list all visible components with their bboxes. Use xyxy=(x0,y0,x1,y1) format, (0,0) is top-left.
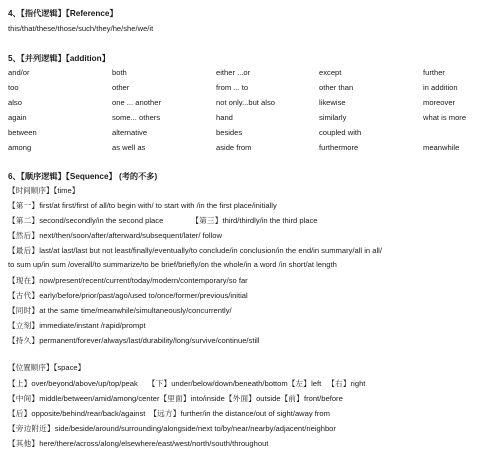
space-tag: 【旁边附近】 xyxy=(8,424,55,433)
table-cell: hand xyxy=(216,113,233,122)
time-row-continued xyxy=(8,260,337,269)
time-tag: 【最后】 xyxy=(8,246,40,255)
space-subheading: 【位置顺序】【space】 xyxy=(8,363,86,372)
table-cell: alternative xyxy=(112,128,148,137)
time-tag: 【现在】 xyxy=(8,276,40,285)
time-tag: 【古代】 xyxy=(8,291,40,300)
table-cell: meanwhile xyxy=(423,143,460,152)
space-words: over/beyond/above/up/top/peak xyxy=(31,379,138,388)
table-cell: between xyxy=(8,128,37,137)
table-cell: as well as xyxy=(112,143,146,152)
time-words: now/present/recent/current/today/modern/contemporary/so far xyxy=(39,276,248,285)
time-row xyxy=(8,230,222,241)
time-words: third/thirdly/in the third place xyxy=(222,216,318,225)
table-cell: some... others xyxy=(112,113,161,122)
space-row xyxy=(8,423,336,434)
time-words: at the same time/meanwhile/simultaneously/concurrently/ xyxy=(39,306,232,315)
table-cell: both xyxy=(112,68,127,77)
section-4-heading: 4、【指代逻辑】【Reference】 xyxy=(8,9,118,18)
time-tag: 【第一】 xyxy=(8,201,40,210)
time-words: immediate/instant /rapid/prompt xyxy=(39,321,146,330)
time-row xyxy=(8,200,277,211)
table-row xyxy=(8,83,494,95)
space-tag: 【其他】 xyxy=(8,439,40,448)
section-4-words: this/that/these/those/such/they/he/she/we/it xyxy=(8,24,154,33)
time-words: early/before/prior/past/ago/used to/once/former/previous/initial xyxy=(39,291,248,300)
space-tag: 【远方】 xyxy=(149,409,181,418)
space-row xyxy=(8,408,330,419)
time-words: first/at first/first of all/to begin with/ to start with /in the first place/initially xyxy=(39,201,277,210)
space-words: middle/between/amid/among/center xyxy=(39,394,160,403)
space-tag: 【左】 xyxy=(287,379,312,388)
space-tag: 【下】 xyxy=(147,379,172,388)
time-tag: 【第二】 xyxy=(8,216,40,225)
space-tag: 【里面】 xyxy=(159,394,191,403)
space-tag: 【上】 xyxy=(8,379,32,388)
space-words: opposite/behind/rear/back/against xyxy=(31,409,146,418)
table-cell: except xyxy=(319,68,342,77)
space-row xyxy=(8,378,365,389)
table-cell: either ...or xyxy=(216,68,251,77)
table-row xyxy=(8,68,494,80)
table-cell: what is more xyxy=(423,113,467,122)
space-tag: 【后】 xyxy=(8,409,32,418)
space-words: further/in the distance/out of sight/away from xyxy=(180,409,330,418)
table-cell: coupled with xyxy=(319,128,362,137)
time-row xyxy=(8,275,248,286)
space-tag: 【中间】 xyxy=(8,394,40,403)
time-words: permanent/forever/always/last/durability/long/survive/continue/still xyxy=(39,336,260,345)
table-cell: not only...but also xyxy=(216,98,275,107)
table-cell: from ... to xyxy=(216,83,249,92)
table-cell: again xyxy=(8,113,27,122)
time-words: last/at last/last but not least/finally/eventually/to conclude/in conclusion/in the end/in summary/all in all/ xyxy=(39,246,382,255)
time-row xyxy=(8,335,260,346)
table-cell: besides xyxy=(216,128,243,137)
space-row xyxy=(8,393,343,404)
space-row xyxy=(8,438,268,449)
time-tag: 【立刻】 xyxy=(8,321,40,330)
space-words: left xyxy=(311,379,322,388)
time-row xyxy=(8,305,232,316)
time-words: next/then/soon/after/afterward/subsequent/later/ follow xyxy=(39,231,222,240)
table-cell: and/or xyxy=(8,68,30,77)
time-words: to sum up/in sum /overall/to summarize/to be brief/briefly/on the whole/in a word /in short/at length xyxy=(8,260,337,269)
table-cell: aside from xyxy=(216,143,252,152)
time-tag: 【第三】 xyxy=(191,216,223,225)
table-cell: likewise xyxy=(319,98,346,107)
table-row xyxy=(8,143,494,155)
time-subheading: 【时间顺序】【time】 xyxy=(8,186,80,195)
time-tag: 【同时】 xyxy=(8,306,40,315)
time-tag: 【持久】 xyxy=(8,336,40,345)
table-cell: in addition xyxy=(423,83,458,92)
table-cell: furthermore xyxy=(319,143,359,152)
section-6-heading: 6、【顺序逻辑】【Sequence】 (考的不多) xyxy=(8,172,158,181)
space-tag: 【外面】 xyxy=(224,394,257,403)
space-words: here/there/across/along/elsewhere/east/west/north/south/throughout xyxy=(39,439,269,448)
time-row xyxy=(8,245,382,256)
table-cell: moreover xyxy=(423,98,456,107)
space-words: into/inside xyxy=(190,394,225,403)
space-words: side/beside/around/surrounding/alongside/next to/by/near/nearby/adjacent/neighbor xyxy=(54,424,336,433)
time-row xyxy=(8,290,248,301)
time-tag: 【然后】 xyxy=(8,231,40,240)
space-words: front/before xyxy=(303,394,343,403)
table-cell: among xyxy=(8,143,32,152)
table-cell: other than xyxy=(319,83,354,92)
table-row xyxy=(8,113,494,125)
time-row xyxy=(8,215,317,226)
table-cell: one ... another xyxy=(112,98,161,107)
space-words: outside xyxy=(256,394,281,403)
table-row xyxy=(8,128,494,140)
table-cell: other xyxy=(112,83,130,92)
space-words: right xyxy=(350,379,366,388)
table-cell: too xyxy=(8,83,19,92)
time-row xyxy=(8,320,146,331)
table-cell: similarly xyxy=(319,113,347,122)
time-words: second/secondly/in the second place xyxy=(39,216,164,225)
space-tag: 【右】 xyxy=(327,379,351,388)
table-cell: further xyxy=(423,68,445,77)
space-words: under/below/down/beneath/bottom xyxy=(171,379,288,388)
section-5-heading: 5、【并列逻辑】【addition】 xyxy=(8,54,110,63)
table-cell: also xyxy=(8,98,22,107)
space-tag: 【前】 xyxy=(280,394,304,403)
table-row xyxy=(8,98,494,110)
